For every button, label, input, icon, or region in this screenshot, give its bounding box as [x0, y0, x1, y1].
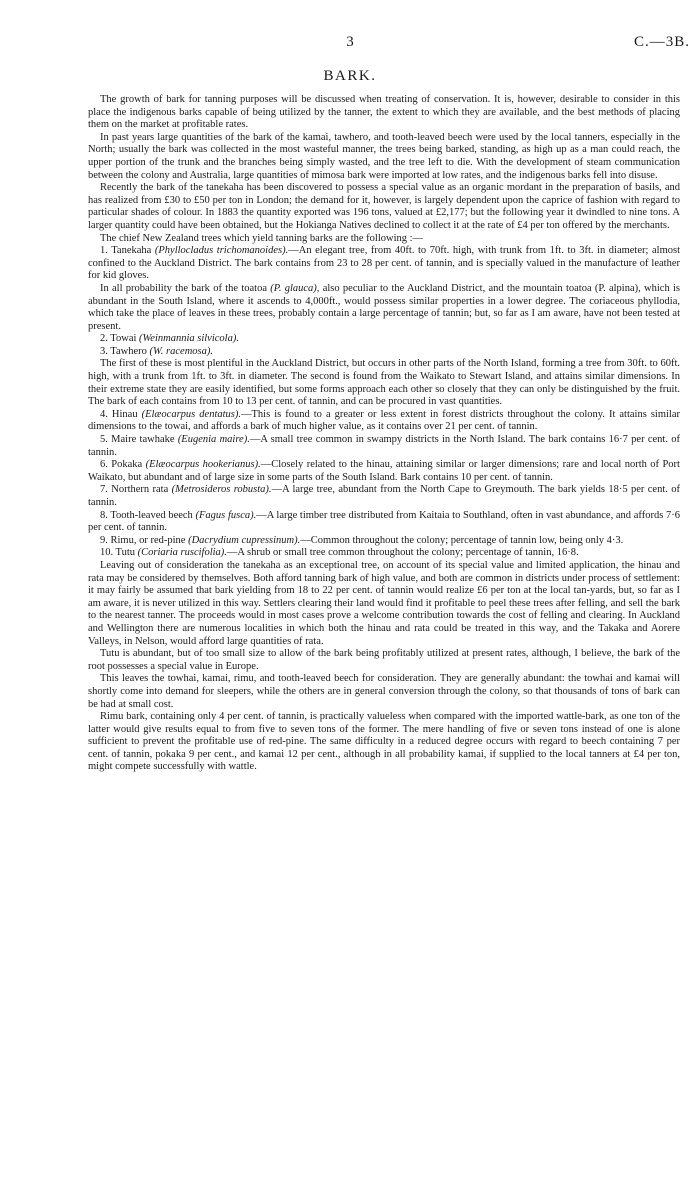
paragraph: Recently the bark of the tanekaha has been discovered to possess a special value as an organic mordant in the preparation of basils, and has realized from £30 to £50 per ton in London; the demand for it, however, is largely dependent upon the caprice of fashion with regard to particular shades of colour. In 1883 the quantity exported was 196 tons, valued at £2,177; but the following year it dwindled to nine tons. A larger quantity could have been obtained, but the Hokianga Natives declined to collect it at the rate of £4 per ton offered by the merchants.: [88, 182, 680, 231]
list-item: 8. Tooth-leaved beech (Fagus fusca).—A large timber tree distributed from Kaitaia to Southland, often in vast abundance, and affords 7·6 per cent. of tannin.: [88, 509, 680, 534]
paragraph: Tutu is abundant, but of too small size to allow of the bark being profitably utilized at present rates, although, I believe, the bark of the root possesses a special value in Europe.: [88, 648, 680, 672]
list-item: 10. Tutu (Coriaria ruscifolia).—A shrub or small tree common throughout the colony; percentage of tannin, 16·8.: [100, 547, 579, 559]
list-item: 3. Tawhero (W. racemosa).: [100, 345, 214, 357]
body-text: [88, 94, 680, 774]
list-item: 4. Hinau (Elæocarpus dentatus).—This is found to a greater or less extent in forest districts throughout the colony. It attains similar dimensions to the towai, and affords a bark of much higher value, as it contains over 21 per cent. of tannin.: [88, 408, 680, 433]
page-number: 3: [346, 34, 354, 50]
paragraph: Leaving out of consideration the tanekaha as an exceptional tree, on account of its special value and limited application, the hinau and rata may be considered by themselves. Both afford tanning bark of high value, and both are common in districts under process of settlement: it may fairly be assumed that bark yielding from 18 to 22 per cent. of tannin would realize £6 per ton at the local tan-yards, but, so far as I am aware, it is never utilized in this way. Settlers clearing their land would find it profitable to peel these trees after felling, and sell the bark to the nearest tanner. The proceeds would in most cases prove a welcome contribution towards the cost of felling and clearing. In Auckland and Wellington there are numerous localities in which both the hinau and rata could be treated in this way, and the Takaka and Aorere Valleys, in Nelson, would afford large quantities of rata.: [88, 559, 680, 647]
list-item: 2. Towai (Weinmannia silvicola).: [100, 333, 239, 345]
section-title: BARK.: [323, 68, 377, 84]
paragraph: The growth of bark for tanning purposes will be discussed when treating of conservation. It is, however, desirable to consider in this place the indigenous barks capable of being utilized by the tanner, the extent to which they are available, and the best methods of placing them on the market at profitable rates.: [88, 94, 680, 131]
document-reference: C.—3B.: [633, 34, 690, 50]
list-item: 6. Pokaka (Elæocarpus hookerianus).—Closely related to the hinau, attaining similar or larger dimensions; rare and local north of Port Waikato, but abundant and of large size in some parts of the South Island. Bark contains 10 per cent. of tannin.: [88, 459, 680, 483]
list-item: 7. Northern rata (Metrosideros robusta).—A large tree, abundant from the North Cape to Greymouth. The bark yields 18·5 per cent. of tannin.: [88, 484, 680, 508]
paragraph: Rimu bark, containing only 4 per cent. of tannin, is practically valueless when compared with the imported wattle-bark, as one ton of the latter would give results equal to from five to seven tons of the former. The mere handling of five or seven tons instead of one is alone sufficient to prevent the profitable use of red-pine. The same difficulty in a reduced degree occurs with regard to beech containing 7 per cent. of tannin, pokaka 9 per cent., and kamai 12 per cent., although in all probability kamai, if supplied to the local tanners at £4 per ton, might compete successfully with wattle.: [88, 711, 680, 773]
list-item: 1. Tanekaha (Phyllocladus trichomanoides).—An elegant tree, from 40ft. to 70ft. high, with trunk from 1ft. to 3ft. in diameter; almost confined to the Auckland District. The bark contains from 23 to 28 per cent. of tannin, and is specially valued in the manufacture of leather for kid gloves.: [88, 245, 680, 282]
paragraph: The chief New Zealand trees which yield tanning barks are the following :—: [100, 232, 424, 244]
paragraph: In past years large quantities of the bark of the kamai, tawhero, and tooth-leaved beech were used by the local tanners, especially in the North; usually the bark was collected in the most wasteful manner, the trees being barked, standing, as high up as a man could reach, the upper portion of the trunk and the branches being simply wasted, and the tree left to die. With the development of steam communication between the colony and Australia, large quantities of mimosa bark were imported at low rates, and the indigenous barks fell into disuse.: [88, 131, 680, 181]
paragraph: This leaves the towhai, kamai, rimu, and tooth-leaved beech for consideration. They are generally abundant: the towhai and kamai will shortly come into demand for sleepers, while the others are in general conversion through the colony, so that thousands of tons of bark can be had at small cost.: [88, 673, 680, 710]
list-item: 5. Maire tawhake (Eugenia maire).—A small tree common in swampy districts in the North Island. The bark contains 16·7 per cent. of tannin.: [88, 434, 681, 458]
list-item: 9. Rimu, or red-pine (Dacrydium cupressinum).—Common throughout the colony; percentage of tannin low, being only 4·3.: [100, 534, 624, 546]
list-item: The first of these is most plentiful in the Auckland District, but occurs in other parts of the North Island, forming a tree from 30ft. to 60ft. high, with a trunk from 1ft. to 3ft. in diameter. The second is found from the Waikato to Stewart Island, and attains similar dimensions. In their extreme state they are easily identified, but some forms approach each other so closely that they can only be distinguished by the fruit. The bark of each contains from 10 to 13 per cent. of tannin, and can be procured in vast quantities.: [88, 358, 680, 408]
list-item: In all probability the bark of the toatoa (P. glauca), also peculiar to the Auckland District, and the mountain toatoa (P. alpina), which is abundant in the South Island, where it ascends to 4,000ft., would possess similar properties in a lower degree. The coriaceous phyllodia, which take the place of leaves in these trees, probably contain a large percentage of tannin; but, so far as I am aware, have not been tested at present.: [88, 282, 680, 332]
